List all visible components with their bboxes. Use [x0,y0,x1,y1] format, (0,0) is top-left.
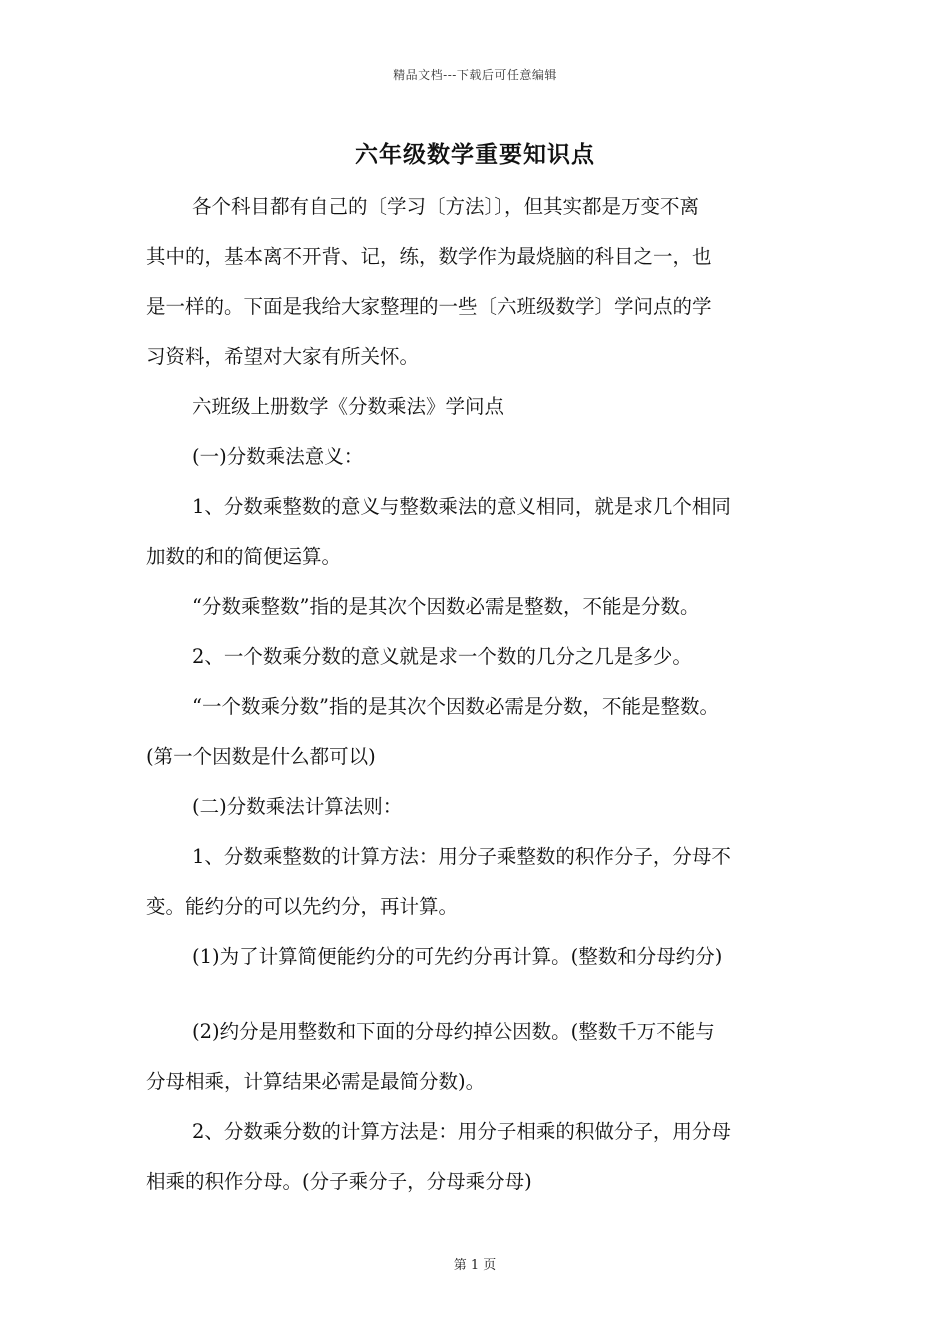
document-title: 六年级数学重要知识点 [355,141,595,168]
subsection-heading: (一)分数乘法意义： [192,445,364,468]
paragraph-line: “一个数乘分数”指的是其次个因数必需是分数，不能是整数。 [192,695,719,718]
paragraph-line: 分母相乘，计算结果必需是最简分数)。 [146,1070,486,1093]
paragraph-line: 2、一个数乘分数的意义就是求一个数的几分之几是多少。 [192,645,692,668]
page-number: 第 1 页 [453,1258,497,1273]
paragraph-line: (1)为了计算简便能约分的可先约分再计算。(整数和分母约分) [192,945,723,968]
paragraph-line: (2)约分是用整数和下面的分母约掉公因数。(整数千万不能与 [192,1020,715,1043]
paragraph-line: 1、分数乘整数的计算方法：用分子乘整数的积作分子，分母不 [192,845,731,868]
paragraph-line: 相乘的积作分母。(分子乘分子，分母乘分母) [146,1170,532,1193]
paragraph-line: 加数的和的简便运算。 [146,545,342,568]
paragraph-line: 1、分数乘整数的意义与整数乘法的意义相同，就是求几个相同 [192,495,731,518]
paragraph-line: 是一样的。下面是我给大家整理的一些〔六班级数学〕学问点的学 [146,295,712,318]
paragraph-line: 习资料，希望对大家有所关怀。 [146,345,420,368]
paragraph-line: 各个科目都有自己的〔学习〔方法〕〕，但其实都是万变不离 [192,195,700,218]
paragraph-line: (第一个因数是什么都可以) [146,745,376,768]
paragraph-line: 变。能约分的可以先约分，再计算。 [146,895,459,918]
page-header: 精品文档---下载后可任意编辑 [393,68,557,82]
paragraph-line: 2、分数乘分数的计算方法是：用分子相乘的积做分子，用分母 [192,1120,731,1143]
paragraph-line: “分数乘整数”指的是其次个因数必需是整数，不能是分数。 [192,595,700,618]
section-heading: 六班级上册数学《分数乘法》学问点 [192,395,505,418]
paragraph-line: 其中的，基本离不开背、记，练，数学作为最烧脑的科目之一，也 [146,245,712,268]
subsection-heading: (二)分数乘法计算法则： [192,795,403,818]
